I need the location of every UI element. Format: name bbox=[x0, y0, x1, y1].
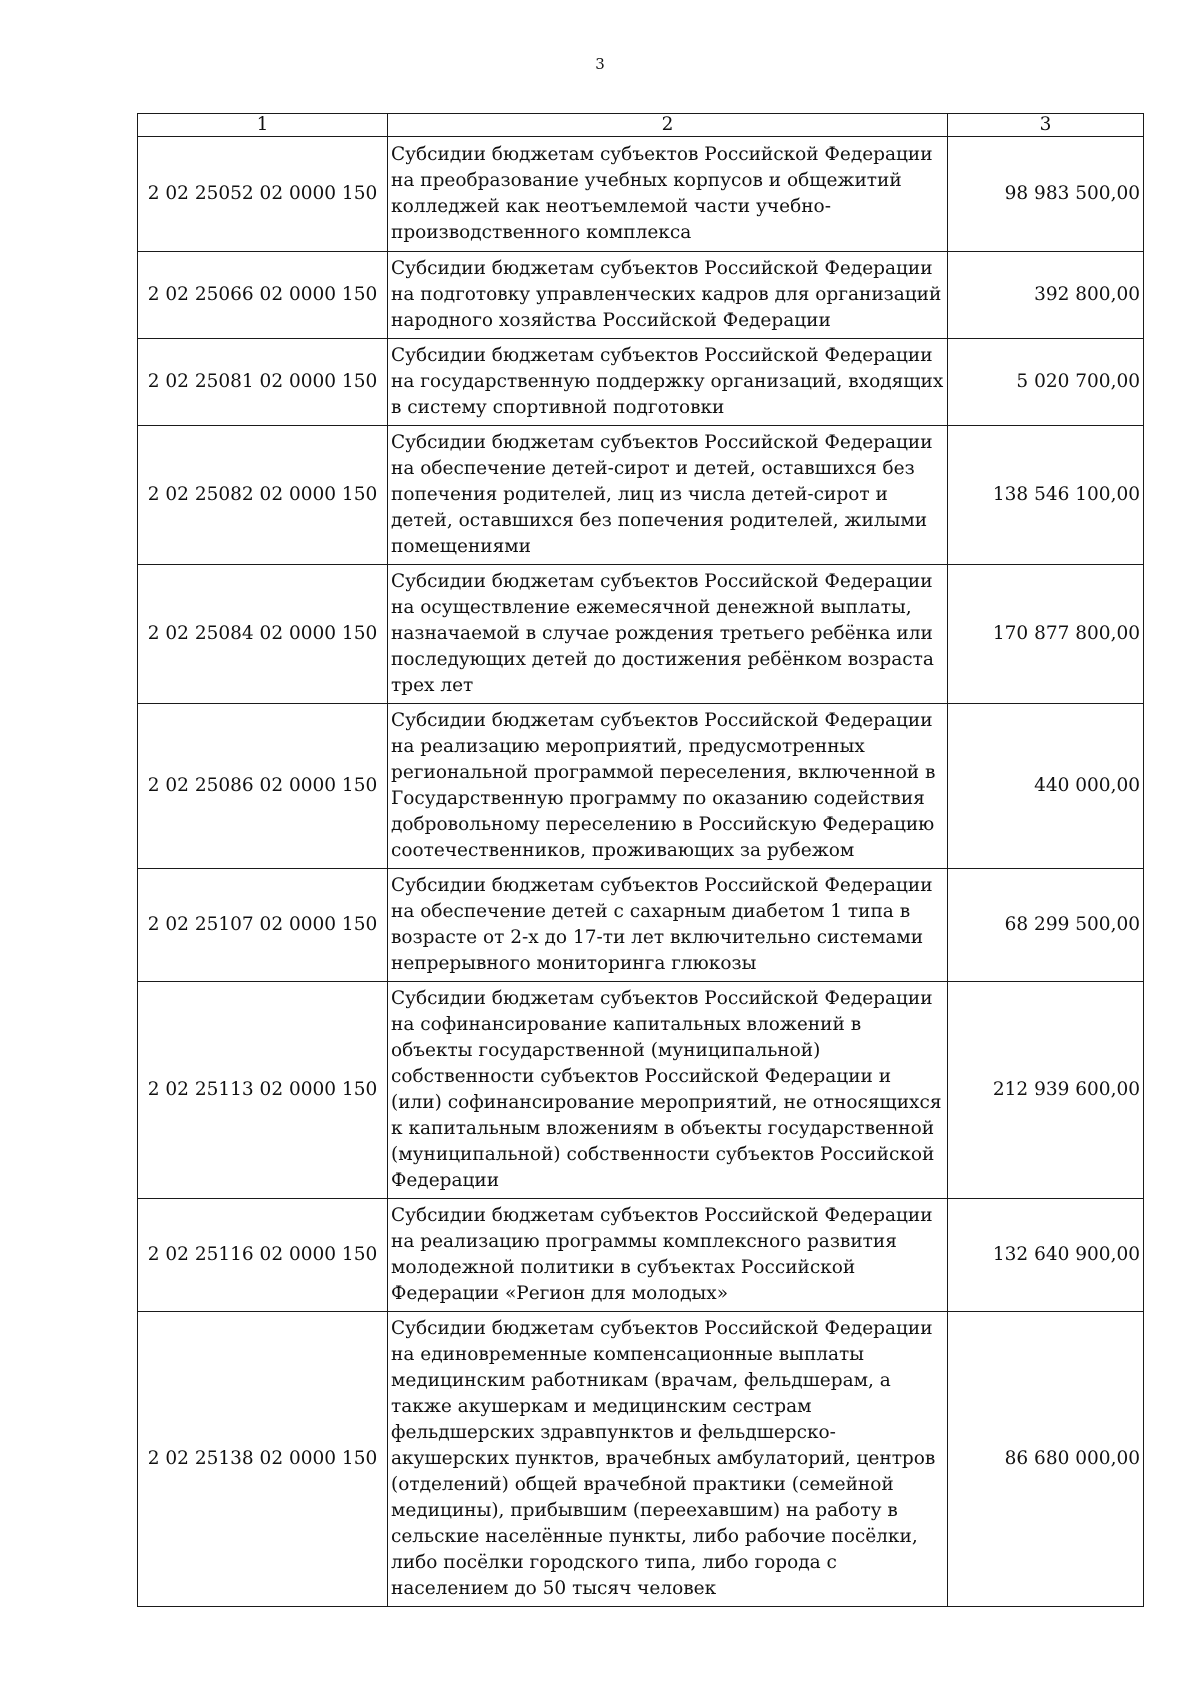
subsidy-amount: 68 299 500,00 bbox=[948, 869, 1144, 982]
subsidies-table bbox=[137, 113, 1144, 1607]
subsidy-description: Субсидии бюджетам субъектов Российской Федерации на софинансирование капитальных вложений в объекты государственной (муниципальной) собственности субъектов Российской Федерации и (или) софинансирование мероприятий, не относящихся к капитальным вложениям в объекты государственной (муниципальной) собственности субъектов Российской Федерации bbox=[388, 982, 948, 1199]
subsidy-amount: 392 800,00 bbox=[948, 252, 1144, 339]
table-header-row bbox=[138, 114, 1144, 137]
budget-code: 2 02 25084 02 0000 150 bbox=[138, 565, 388, 704]
table-row bbox=[138, 565, 1144, 704]
table-row bbox=[138, 252, 1144, 339]
subsidy-amount: 86 680 000,00 bbox=[948, 1312, 1144, 1607]
budget-code: 2 02 25116 02 0000 150 bbox=[138, 1199, 388, 1312]
subsidy-amount: 170 877 800,00 bbox=[948, 565, 1144, 704]
page-number: 3 bbox=[595, 55, 605, 73]
subsidy-description: Субсидии бюджетам субъектов Российской Федерации на государственную поддержку организаций, входящих в систему спортивной подготовки bbox=[388, 339, 948, 426]
subsidy-amount: 132 640 900,00 bbox=[948, 1199, 1144, 1312]
table-row bbox=[138, 869, 1144, 982]
subsidy-description: Субсидии бюджетам субъектов Российской Федерации на подготовку управленческих кадров для организаций народного хозяйства Российской Федерации bbox=[388, 252, 948, 339]
budget-code: 2 02 25081 02 0000 150 bbox=[138, 339, 388, 426]
subsidy-description: Субсидии бюджетам субъектов Российской Федерации на преобразование учебных корпусов и общежитий колледжей как неотъемлемой части учебно-производственного комплекса bbox=[388, 137, 948, 252]
subsidy-amount: 138 546 100,00 bbox=[948, 426, 1144, 565]
subsidy-description: Субсидии бюджетам субъектов Российской Федерации на обеспечение детей-сирот и детей, оставшихся без попечения родителей, лиц из числа детей-сирот и детей, оставшихся без попечения родителей, жилыми помещениями bbox=[388, 426, 948, 565]
subsidy-amount: 5 020 700,00 bbox=[948, 339, 1144, 426]
table-row bbox=[138, 339, 1144, 426]
subsidy-description: Субсидии бюджетам субъектов Российской Федерации на обеспечение детей с сахарным диабетом 1 типа в возрасте от 2-х до 17-ти лет включительно системами непрерывного мониторинга глюкозы bbox=[388, 869, 948, 982]
subsidy-description: Субсидии бюджетам субъектов Российской Федерации на осуществление ежемесячной денежной выплаты, назначаемой в случае рождения третьего ребёнка или последующих детей до достижения ребёнком возраста трех лет bbox=[388, 565, 948, 704]
table-row bbox=[138, 426, 1144, 565]
table-row bbox=[138, 982, 1144, 1199]
subsidy-description: Субсидии бюджетам субъектов Российской Федерации на реализацию мероприятий, предусмотренных региональной программой переселения, включенной в Государственную программу по оказанию содействия добровольному переселению в Российскую Федерацию соотечественников, проживающих за рубежом bbox=[388, 704, 948, 869]
column-header-3: 3 bbox=[948, 114, 1144, 137]
budget-code: 2 02 25082 02 0000 150 bbox=[138, 426, 388, 565]
budget-code: 2 02 25113 02 0000 150 bbox=[138, 982, 388, 1199]
subsidy-amount: 98 983 500,00 bbox=[948, 137, 1144, 252]
subsidy-amount: 212 939 600,00 bbox=[948, 982, 1144, 1199]
table-row bbox=[138, 1312, 1144, 1607]
budget-code: 2 02 25066 02 0000 150 bbox=[138, 252, 388, 339]
budget-code: 2 02 25052 02 0000 150 bbox=[138, 137, 388, 252]
budget-code: 2 02 25138 02 0000 150 bbox=[138, 1312, 388, 1607]
subsidy-amount: 440 000,00 bbox=[948, 704, 1144, 869]
table-row bbox=[138, 1199, 1144, 1312]
budget-code: 2 02 25107 02 0000 150 bbox=[138, 869, 388, 982]
table-row bbox=[138, 137, 1144, 252]
table-row bbox=[138, 704, 1144, 869]
subsidy-description: Субсидии бюджетам субъектов Российской Федерации на реализацию программы комплексного развития молодежной политики в субъектах Российской Федерации «Регион для молодых» bbox=[388, 1199, 948, 1312]
budget-code: 2 02 25086 02 0000 150 bbox=[138, 704, 388, 869]
column-header-1: 1 bbox=[138, 114, 388, 137]
subsidy-description: Субсидии бюджетам субъектов Российской Федерации на единовременные компенсационные выплаты медицинским работникам (врачам, фельдшерам, а также акушеркам и медицинским сестрам фельдшерских здравпунктов и фельдшерско-акушерских пунктов, врачебных амбулаторий, центров (отделений) общей врачебной практики (семейной медицины), прибывшим (переехавшим) на работу в сельские населённые пункты, либо рабочие посёлки, либо посёлки городского типа, либо города с населением до 50 тысяч человек bbox=[388, 1312, 948, 1607]
column-header-2: 2 bbox=[388, 114, 948, 137]
